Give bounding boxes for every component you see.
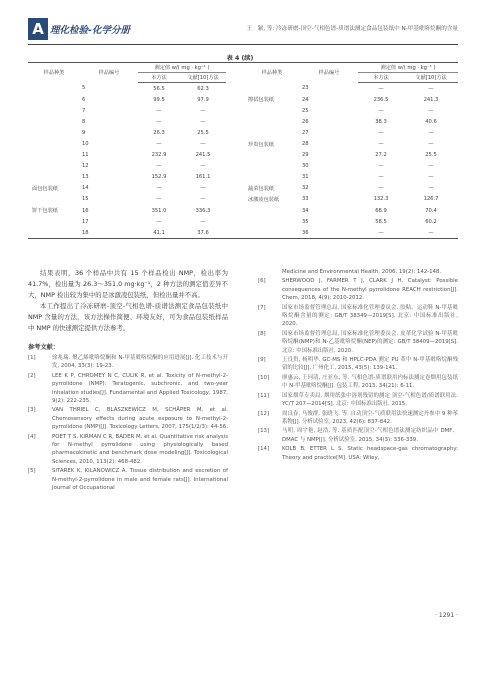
cell-this-method: —: [378, 163, 384, 170]
cell-this-method: —: [156, 163, 162, 170]
header-sample-no: 样品编号: [300, 63, 358, 83]
cell-sample-no: 14: [82, 185, 89, 192]
cell-sample-no: 32: [302, 185, 309, 192]
cell-sample-type: [244, 172, 300, 183]
table-row: [28, 116, 458, 127]
reference-item: [28, 433, 228, 467]
cell-this-method: 152.9: [151, 174, 167, 181]
reference-text: 王良贵, 杨明华. GC-MS 和 HPLC-PDA 测定 PU 革中 N-甲基吡咯烷酮残留的比较[J]. 广州化工, 2015, 43(5): 139-141.: [282, 357, 458, 372]
cell-sample-no: 36: [300, 227, 358, 239]
table-row: [28, 172, 458, 183]
header-this-method: 本方法: [358, 73, 404, 83]
cell-this-method: —: [378, 107, 384, 114]
cell-ref-method: —: [200, 196, 206, 203]
cell-ref-method: 241.3: [423, 96, 439, 103]
reference-text: 国家烟草专卖局. 烟用纸张中溶剂残留的测定 顶空-气相色谱/质谱联用法: YC/T 207—2014[S]. 北京: 中国标准出版社, 2015.: [282, 392, 458, 408]
cell-this-method: 58.5: [375, 218, 387, 225]
cell-sample-no: 25: [302, 107, 309, 114]
reference-item: [258, 410, 458, 427]
reference-text: 国家市场监督管理总局, 国家标准化管理委员会. 皮革化学试验 N-甲基吡咯烷酮(NMP)和 N-乙基吡咯烷酮(NEP)的测定: GB/T 38409—2019[S]. 北京: 中国标准出版社, 2020.: [282, 330, 458, 354]
reference-text: SITAREK K, KILANOWICZ A. Tissue distribution and excretion of N-methyl-2-pyrrolidone in male and female rats[J]. International Journal of Occupational: [52, 468, 228, 492]
cell-this-method: 132.3: [373, 196, 389, 203]
reference-item: [258, 268, 458, 276]
header-sample-no: 样品编号: [80, 63, 138, 83]
cell-this-method: —: [358, 227, 404, 239]
cell-sample-type: 面包包装纸: [32, 185, 58, 192]
cell-this-method: 68.9: [375, 207, 387, 214]
table-row: [28, 150, 458, 161]
table-row: [28, 83, 458, 95]
cell-sample-no: 31: [302, 174, 309, 181]
cell-sample-type: [28, 227, 80, 239]
table-row: [28, 227, 458, 239]
reference-item: [258, 445, 458, 462]
cell-ref-method: —: [200, 118, 206, 125]
reference-item: [258, 330, 458, 355]
journal-name: 理化检验-化学分册: [50, 25, 130, 36]
cell-this-method: 236.5: [373, 96, 389, 103]
cell-ref-method: 25.5: [197, 129, 209, 136]
table-row: [28, 127, 458, 138]
table-row: [28, 183, 458, 194]
cell-this-method: 27.2: [375, 152, 387, 159]
reference-text: 马明, 周宇艳, 赵浩, 等. 基质匹配顶空-气相色谱法测定纺织品中 DMF、DMAC 与 NMP[J]. 分析试验室, 2015, 34(3): 336-339.: [282, 428, 458, 443]
cell-sample-no: 8: [82, 118, 86, 125]
data-table: [28, 62, 458, 239]
cell-this-method: —: [378, 174, 384, 181]
cell-sample-type: [28, 216, 80, 227]
cell-sample-no: 26: [302, 118, 309, 125]
cell-sample-no: 17: [82, 218, 89, 225]
reference-item: [28, 467, 228, 492]
cell-sample-no: 16: [82, 207, 89, 214]
reference-text: LEE K P, CHROMEY N C, CULIK R, et al. Toxicity of N-methyl-2-pyrrolidone (NMP): Teratogenic, subchronic, and two-year inhalation studies[J]. Fundamental and Applied Toxicology, 1987, 9(2): 222-235.: [52, 372, 228, 405]
reference-item: [258, 392, 458, 409]
cell-ref-method: 97.9: [197, 96, 209, 103]
table-row: [28, 138, 458, 149]
table-row: [28, 205, 458, 216]
cell-sample-type: [244, 205, 300, 216]
reference-item: [258, 304, 458, 329]
cell-ref-method: —: [200, 107, 206, 114]
reference-number: [8]: [258, 330, 266, 337]
reference-number: [3]: [28, 407, 36, 414]
reference-number: [9]: [258, 357, 266, 364]
cell-sample-type: [28, 116, 80, 127]
cell-sample-type: [244, 83, 300, 95]
header-ref-method: 文献[10]方法: [404, 73, 458, 83]
header-measured: 测定值 w/( mg · kg⁻¹ ): [358, 63, 458, 73]
reference-text: 徐兆瑞. 聚乙烯吡咯烷酮和 N-甲基吡咯烷酮的应用进展[J]. 化工技术与开发, 2004, 33(3): 19-23.: [52, 355, 228, 370]
cell-sample-type: [244, 150, 300, 161]
cell-ref-method: —: [428, 141, 434, 148]
reference-number: [10]: [258, 374, 270, 381]
cell-sample-no: 5: [82, 85, 86, 92]
cell-ref-method: —: [428, 185, 434, 192]
cell-sample-no: 12: [82, 163, 89, 170]
cell-ref-method: —: [200, 218, 206, 225]
cell-sample-no: 27: [302, 129, 309, 136]
cell-this-method: —: [156, 118, 162, 125]
right-column: [258, 268, 458, 463]
cell-sample-no: 29: [302, 152, 309, 159]
cell-this-method: —: [378, 85, 384, 92]
cell-ref-method: —: [404, 227, 458, 239]
left-column: [28, 268, 228, 494]
reference-item: [258, 427, 458, 444]
cell-sample-type: [244, 105, 300, 116]
cell-sample-type: [244, 227, 300, 239]
reference-number: [4]: [28, 433, 36, 440]
cell-sample-no: 11: [82, 152, 89, 159]
reference-text: SHERWOOD J, FARMER T J, CLARK J H. Catalyst: Possible consequences of the N-methyl pyrrolidone REACH restriction[J]. Chem, 2018, 4(9): 2010-2012.: [282, 278, 458, 302]
cell-ref-method: —: [200, 141, 206, 148]
reference-text: 周良春, 马俊群, 张晓飞, 等. 自动顶空-气质联用法快速测定丹参中 9 种苯系物[J]. 分析试验室, 2023, 42(6): 837-842.: [282, 410, 458, 425]
reference-item: [258, 356, 458, 373]
cell-sample-no: 18: [80, 227, 138, 239]
cell-this-method: —: [156, 107, 162, 114]
reference-text: VAN THRIEL C, BLASZKEWICZ M, SCHÄPER M, et al. Chemosensory effects during acute exposure to N-methyl-2-pyrrolidone (NMP)[J]. Toxicology Letters, 2007, 175(1/2/3): 44-56.: [52, 407, 228, 431]
cell-sample-type: [244, 116, 300, 127]
cell-this-method: 41.1: [138, 227, 180, 239]
header-measured: 测定值 w/( mg · kg⁻¹ ): [138, 63, 226, 73]
cell-ref-method: 241.5: [195, 152, 211, 159]
cell-ref-method: 336.3: [195, 207, 211, 214]
cell-sample-no: 10: [82, 141, 89, 148]
table-row: [28, 194, 458, 205]
cell-this-method: —: [378, 129, 384, 136]
running-title: 王 颖, 等: 冷冻研磨-顶空-气相色谱-质谱法测定食品包装纸中 N-甲基吡咯烷酮的含量: [246, 26, 458, 32]
header-ref-method: 文献[10]方法: [180, 73, 226, 83]
header-sample-type: 样品种类: [244, 63, 300, 83]
cell-sample-no: 35: [302, 218, 309, 225]
cell-this-method: 26.3: [153, 129, 165, 136]
cell-this-method: —: [156, 218, 162, 225]
reference-item: [258, 277, 458, 302]
cell-sample-no: 33: [302, 196, 309, 203]
cell-sample-type: [28, 161, 80, 172]
page-number: · 1291 ·: [435, 612, 458, 619]
journal-logo: A: [28, 18, 48, 40]
cell-sample-type: 蔬菜包装纸: [248, 185, 274, 192]
cell-sample-type: 珍贵包装纸: [248, 141, 274, 148]
reference-item: [28, 354, 228, 371]
cell-this-method: —: [156, 141, 162, 148]
reference-text: 国家市场监督管理总局, 国家标准化管理委员会. 胶粘、运动鞋 N-甲基吡咯烷酮含量的测定: GB/T 38349—2019[S]. 北京: 中国标准出版社, 2020.: [282, 304, 458, 328]
cell-sample-type: [244, 127, 300, 138]
table-row: [28, 94, 458, 105]
header-sample-type: 样品种类: [28, 63, 80, 83]
reference-text: POET T S, KIRMAN C R, BADER M, et al. Quantitative risk analysis for N-methyl pyrrolidone using physiologically based pharmacokinetic and benchmark dose modeling[J]. Toxicological Sciences, 2010, 113(2): 468-482.: [52, 433, 228, 465]
reference-text: Medicine and Environmental Health, 2006, 19(2): 142-148.: [282, 269, 442, 275]
cell-ref-method: —: [428, 174, 434, 181]
cell-ref-method: 62.3: [197, 85, 209, 92]
reference-number: [6]: [258, 278, 266, 285]
cell-ref-method: 25.5: [425, 152, 437, 159]
cell-ref-method: 40.6: [425, 118, 437, 125]
cell-sample-no: 6: [82, 96, 86, 103]
cell-this-method: 351.0: [151, 207, 167, 214]
cell-sample-no: 30: [302, 163, 309, 170]
page-header: [28, 18, 458, 42]
reference-number: [12]: [258, 410, 270, 417]
cell-sample-type: [28, 194, 80, 205]
cell-sample-type: [28, 94, 80, 105]
cell-sample-type: [244, 216, 300, 227]
paragraph: 本工作提出了冷冻研磨-顶空-气相色谱-质谱法测定食品包装纸中 NMP 含量的方法，该方法操作简便、环境友好，可为食品包装纸样品中 NMP 的快速测定提供方法参考。: [28, 302, 228, 332]
reference-text: KOLB B, ETTER L S. Static headspace-gas chromatography: Theory and practice[M]. USA: Wiley,: [282, 446, 458, 461]
cell-sample-type: [28, 150, 80, 161]
cell-sample-type: [28, 138, 80, 149]
table-row: [28, 105, 458, 116]
cell-sample-type: 饼干包装纸: [32, 208, 58, 215]
references-title: 参考文献：: [28, 344, 59, 351]
cell-this-method: 56.5: [153, 85, 165, 92]
cell-sample-type: [244, 161, 300, 172]
cell-ref-method: —: [428, 107, 434, 114]
cell-ref-method: 37.6: [180, 227, 226, 239]
table-caption: 表 4 (续): [226, 55, 254, 62]
cell-ref-method: —: [428, 85, 434, 92]
cell-this-method: —: [378, 141, 384, 148]
reference-item: [258, 374, 458, 391]
cell-ref-method: 70.4: [425, 207, 437, 214]
cell-sample-no: 28: [302, 141, 309, 148]
cell-this-method: 99.5: [153, 96, 165, 103]
cell-sample-no: 34: [302, 207, 309, 214]
cell-sample-type: [28, 172, 80, 183]
cell-this-method: —: [378, 185, 384, 192]
table-row: [28, 216, 458, 227]
cell-sample-type: 冰激凌包装纸: [248, 196, 280, 203]
reference-number: [14]: [258, 446, 270, 453]
reference-number: [1]: [28, 355, 36, 361]
reference-number: [5]: [28, 468, 36, 475]
reference-item: [28, 372, 228, 406]
table-row: [28, 161, 458, 172]
cell-ref-method: —: [428, 129, 434, 136]
header-rule: [28, 44, 458, 45]
cell-ref-method: —: [428, 163, 434, 170]
cell-this-method: 38.3: [375, 118, 387, 125]
paragraph: 结果表明，36 个样品中共有 15 个样品检出 NMP，检出率为 41.7%，检出量为 26.3～351.0 mg·kg⁻¹，2 种方法的测定值差异不大，NMP 检出较为集中的是冰激凌包装纸，但检出量并不高。: [28, 269, 228, 299]
cell-sample-no: 13: [82, 174, 89, 181]
cell-ref-method: —: [200, 163, 206, 170]
cell-ref-method: 126.7: [423, 196, 439, 203]
cell-sample-type: 擦拭包装纸: [248, 97, 274, 104]
cell-this-method: —: [156, 185, 162, 192]
reference-number: [7]: [258, 304, 266, 311]
cell-this-method: —: [156, 196, 162, 203]
reference-number: [2]: [28, 372, 36, 379]
cell-sample-type: [28, 83, 80, 95]
reference-text: 廖惠云, 王珂清, 庄亚东, 等. 气相色谱-质谱联用内标法测定卷烟用包装纸中 N-甲基吡咯烷酮[J]. 包装工程, 2013, 34(21): 6-11.: [282, 374, 458, 390]
reference-number: [11]: [258, 392, 270, 399]
cell-sample-no: 23: [302, 85, 309, 92]
cell-sample-type: [28, 127, 80, 138]
cell-ref-method: 60.2: [425, 218, 437, 225]
cell-sample-no: 7: [82, 107, 86, 114]
cell-sample-type: [28, 105, 80, 116]
cell-this-method: 232.9: [151, 152, 167, 159]
cell-sample-no: 15: [82, 196, 89, 203]
reference-number: [13]: [258, 428, 270, 435]
cell-ref-method: 161.1: [195, 174, 211, 181]
cell-sample-no: 9: [82, 129, 86, 136]
cell-sample-no: 24: [302, 96, 309, 103]
reference-item: [28, 406, 228, 431]
header-this-method: 本方法: [138, 73, 180, 83]
cell-ref-method: —: [200, 185, 206, 192]
